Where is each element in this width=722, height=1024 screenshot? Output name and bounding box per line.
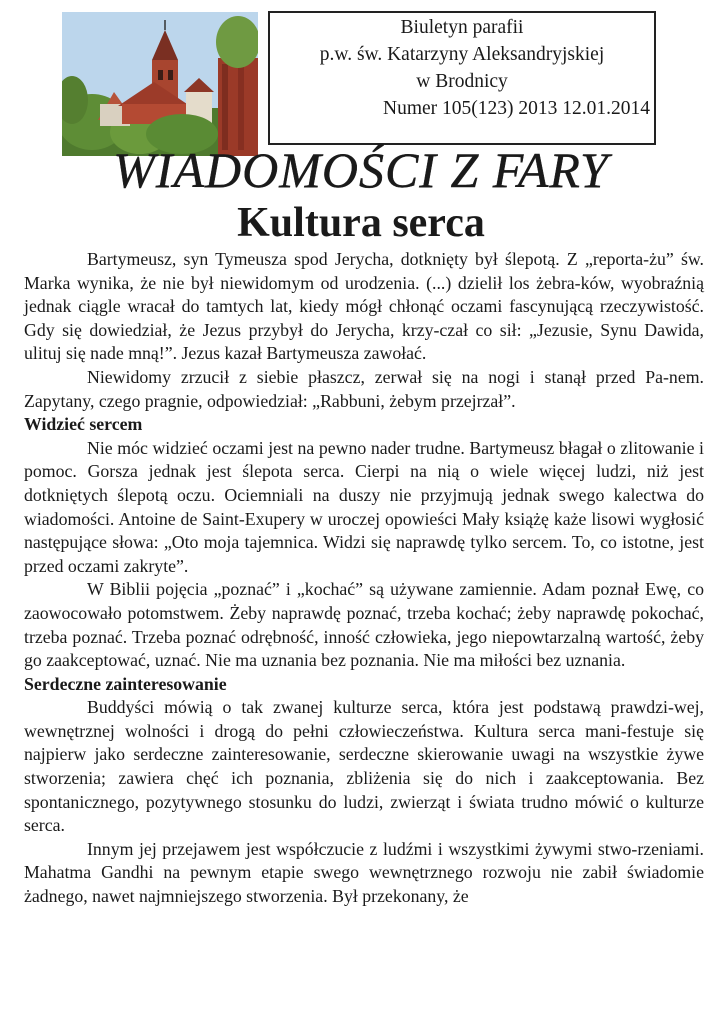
section-heading: Widzieć sercem: [24, 414, 143, 435]
parish-name: p.w. św. Katarzyny Aleksandryjskiej: [319, 44, 605, 65]
masthead: WIADOMOŚCI Z FARY: [113, 142, 609, 198]
church-photo: [62, 12, 258, 156]
article-paragraph: Niewidomy zrzucił z siebie płaszcz, zerwał się na nogi i stanął przed Pa-nem. Zapytany, czego pragnie, odpowiedział: „Rabbuni, żebym przejrzał”.: [24, 366, 704, 411]
article-paragraph: Buddyści mówią o tak zwanej kulturze serca, która jest podstawą prawdzi-wej, wewnętrznej wolności i drogą do pełni człowieczeństwa. Kultura serca mani-festuje się najpierw jako serdeczne zainteresowanie, serdeczne skierowanie uwagi na wszystkie żywe stworzenia; zawiera chęć ich poznania, zbliżenia się do nich i zaakceptowania. Bez spontanicznego, pozytywnego stosunku do ludzi, zwierząt i świata trudno mówić o kulturze serca.: [24, 697, 704, 836]
bulletin-name: Biuletyn parafii: [400, 17, 524, 38]
issue-number: Numer 105(123) 2013 12.01.2014: [382, 98, 650, 119]
section-heading: Serdeczne zainteresowanie: [24, 673, 227, 694]
article-paragraph: W Biblii pojęcia „poznać” i „kochać” są używane zamiennie. Adam poznał Ewę, co zaowocowało potomstwem. Żeby naprawdę poznać, trzeba kochać; żeby naprawdę pokochać, trzeba poznać. Trzeba poznać odrębność, inność człowieka, jego niepowtarzalną wartość, żeby go zaakceptować, uznać. Nie ma uznania bez poznania. Nie ma miłości bez uznania.: [24, 579, 704, 671]
article-body: [24, 248, 704, 909]
bulletin-info-box: [268, 11, 656, 145]
article-paragraph: Innym jej przejawem jest współczucie z ludźmi i wszystkimi żywymi stwo-rzeniami. Mahatma Gandhi na pewnym etapie swego wewnętrznego rozwoju nie zabił świadomie żadnego, nawet najmniejszego stworzenia. Był przekonany, że: [24, 838, 704, 907]
church-photo-icon: [62, 12, 258, 156]
parish-location: w Brodnicy: [416, 71, 508, 92]
article-paragraph: Nie móc widzieć oczami jest na pewno nader trudne. Bartymeusz błagał o zlitowanie i pomoc. Gorsza jednak jest ślepota serca. Cierpi na nią o wiele więcej ludzi, niż jest dotkniętych ślepotą oczu. Ociemniali na duszy nie przyjmują jednak swego kalectwa do wiadomości. Antoine de Saint-Exupery w uroczej opowieści Mały książę każe lisowi wygłosić następujące słowa: „Oto moja tajemnica. Widzi się naprawdę tylko sercem. To, co istotne, jest przed oczami zakryte”.: [24, 437, 704, 576]
article-title: Kultura serca: [237, 200, 485, 246]
article-paragraph: Bartymeusz, syn Tymeusza spod Jerycha, dotknięty był ślepotą. Z „reporta-żu” św. Marka wynika, że nie był niewidomym od urodzenia. (...) dzielił los żebra-ków, wyobraźnią jednak ciągle wracał do tamtych lat, kiedy mógł chłonąć oczami fascynującą rzeczywistość. Gdy się dowiedział, że Jezus przybył do Jerycha, krzy-czał co sił: „Jezusie, Synu Dawida, ulituj się nade mną!”. Jezus kazał Bartymeusza zawołać.: [24, 249, 704, 364]
